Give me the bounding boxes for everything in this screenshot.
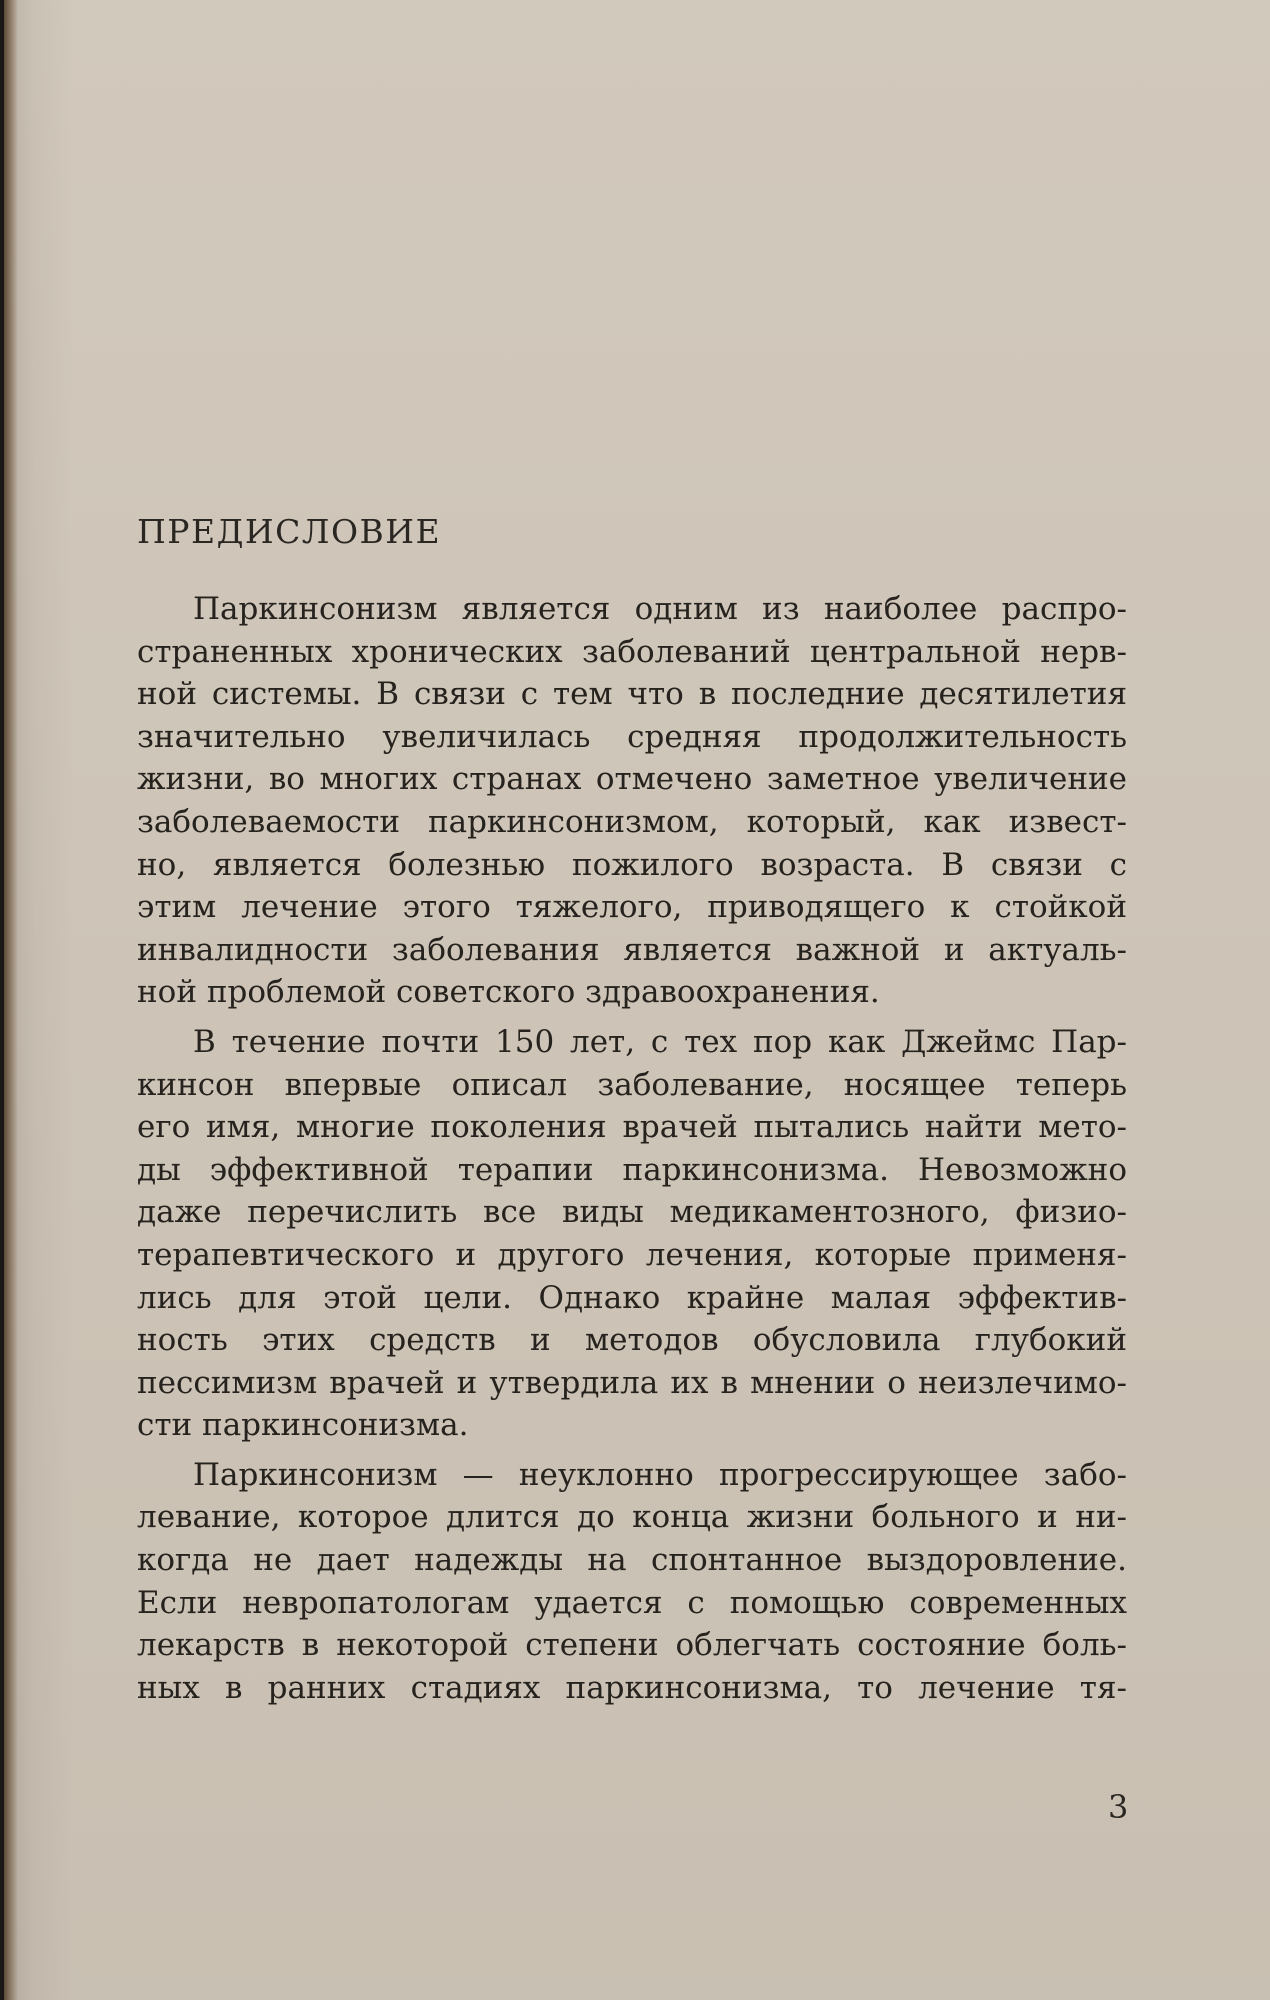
text-line: заболеваемости паркинсонизмом, который, как извест- <box>137 803 1127 840</box>
text-line: ной системы. В связи с тем что в последние десятилетия <box>137 676 1127 713</box>
body-text <box>137 588 1127 1709</box>
text-line: когда не дает надежды на спонтанное выздоровление. <box>137 1542 1127 1579</box>
paragraph <box>137 1454 1127 1710</box>
paragraph <box>137 588 1127 1014</box>
text-line: Паркинсонизм является одним из наиболее распро- <box>193 591 1127 627</box>
book-page <box>4 0 1270 2000</box>
text-line: инвалидности заболевания является важной и актуаль- <box>137 931 1127 968</box>
page-spine-edge <box>4 0 18 2000</box>
paragraph <box>137 1021 1127 1447</box>
text-line: В течение почти 150 лет, с тех пор как Джеймс Пар- <box>193 1023 1127 1060</box>
text-line: кинсон впервые описал заболевание, носящее теперь <box>137 1066 1127 1103</box>
text-line: пессимизм врачей и утвердила их в мнении о неизлечимо- <box>137 1364 1127 1401</box>
text-line: лекарств в некоторой степени облегчать состояние боль- <box>137 1627 1127 1664</box>
text-line: его имя, многие поколения врачей пытались найти мето- <box>137 1109 1127 1146</box>
text-line: ных в ранних стадиях паркинсонизма, то лечение тя- <box>137 1669 1127 1706</box>
text-line: жизни, во многих странах отмечено заметное увеличение <box>137 761 1127 798</box>
text-line: страненных хронических заболеваний центральной нерв- <box>137 633 1127 670</box>
text-line: но, является болезнью пожилого возраста. В связи с <box>137 846 1127 883</box>
page-number: 3 <box>1108 1788 1129 1826</box>
text-line: даже перечислить все виды медикаментозного, физио- <box>137 1194 1127 1231</box>
text-line: ность этих средств и методов обусловила глубокий <box>137 1322 1127 1359</box>
text-line: Паркинсонизм — неуклонно прогрессирующее забо- <box>193 1456 1127 1493</box>
text-line: терапевтического и другого лечения, которые применя- <box>137 1236 1127 1273</box>
text-line: ной проблемой советского здравоохранения. <box>137 974 880 1011</box>
text-line: ды эффективной терапии паркинсонизма. Невозможно <box>137 1151 1127 1188</box>
text-line: значительно увеличилась средняя продолжительность <box>137 718 1127 755</box>
text-line: Если невропатологам удается с помощью современных <box>137 1584 1127 1621</box>
page-heading: ПРЕДИСЛОВИЕ <box>137 512 442 551</box>
text-line: лись для этой цели. Однако крайне малая эффектив- <box>137 1279 1127 1316</box>
text-line: левание, которое длится до конца жизни больного и ни- <box>137 1499 1127 1536</box>
text-line: сти паркинсонизма. <box>137 1407 469 1444</box>
text-line: этим лечение этого тяжелого, приводящего к стойкой <box>137 889 1127 926</box>
